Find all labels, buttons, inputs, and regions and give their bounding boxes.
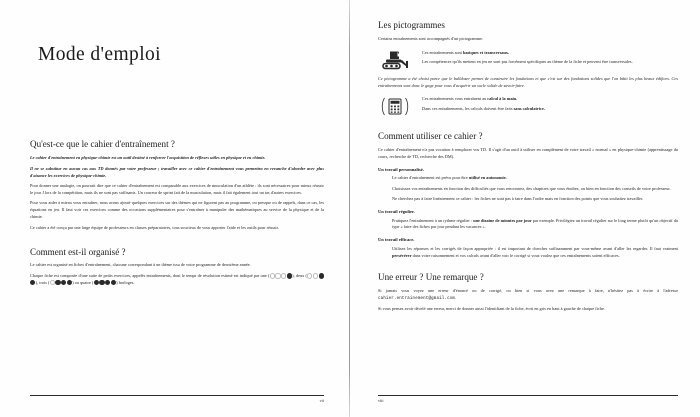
clock-paren: ( — [304, 272, 307, 278]
paragraph — [422, 106, 678, 113]
section-heading-pictograms: Les pictogrammes — [378, 20, 445, 30]
clock-label-two: deux — [295, 272, 305, 278]
contact-email[interactable]: cahier.entrainement@gmail.com — [378, 297, 456, 302]
paragraph — [422, 50, 678, 57]
clock-suffix: ) — [116, 279, 119, 285]
clock-icon — [55, 280, 60, 285]
picto-line-bold: basiques et transversaux. — [462, 49, 510, 55]
clock-icon — [30, 280, 35, 285]
pictogram-text — [422, 49, 678, 69]
paragraph-tail: par exemple. Privilégiez un travail régulier sur le long terme plutôt qu'un objectif du type « faire des fiches par jour pendant les vacances ». — [392, 217, 678, 230]
pictogram-item — [378, 95, 678, 117]
paragraph — [378, 288, 678, 303]
page-title: Mode d'emploi — [38, 44, 161, 65]
subsection-body — [392, 246, 678, 260]
paragraph: Ne cherchez pas à faire linéairement ce cahier : les fiches ne sont pas à faire dans l'ordre mais en fonction des points que vous souhaitez travailler. — [392, 196, 644, 202]
clock-icon — [61, 280, 66, 285]
clock-sentence-lead: Chaque fiche est composée d'une suite de petits exercices, appelés entraînements, dont le temps de résolution estimé est indiqué par une ( — [30, 272, 270, 278]
footer-rule — [378, 395, 678, 396]
paragraph — [392, 218, 678, 232]
paragraph: Le cahier d'entraînement en physique-chimie est un outil destiné à renforcer l'acquisition de réflexes utiles en physique et en chimie. — [30, 155, 266, 161]
clock-group-three — [46, 279, 72, 285]
picto-line-bold: sans calculatrice. — [513, 105, 545, 111]
paragraph-bold: une dizaine de minutes par jour — [473, 217, 532, 223]
section-how-organised — [30, 247, 324, 287]
section-pictograms — [378, 20, 678, 117]
clock-paren: ( — [46, 279, 50, 285]
section-heading-error-remark: Une erreur ? Une remarque ? — [378, 272, 484, 283]
subsection-title-efficient: Un travail efficace. — [378, 237, 415, 243]
clock-icon — [270, 273, 275, 278]
pictogram-note: Ce pictogramme a été choisi parce que le bulldozer permet de construire les fondations et que c'est sur des fondations solides que l'on bâtit les plus beaux édifices. Ces entraînements sont donc le gage pour vous d'acquérir un socle solide de savoir-faire. — [378, 75, 678, 88]
pictogram-item — [378, 49, 678, 71]
paragraph — [422, 96, 678, 103]
bulldozer-icon — [378, 49, 412, 71]
paragraph: Les compétences qu'ils mettent en jeu ne sont pas forcément spécifiques au thème de la fiche et peuvent être transversales. — [422, 59, 633, 65]
right-page — [350, 0, 700, 417]
section-heading-how-organised: Comment est-il organisé ? — [30, 246, 126, 257]
footer-rule — [30, 395, 324, 396]
clock-group-four — [90, 279, 116, 285]
page-number: vii — [319, 398, 324, 403]
clock-sep-two: ), — [292, 272, 296, 278]
clock-sep-three: ), — [35, 279, 40, 285]
right-page-footer — [350, 395, 700, 404]
section-what-is — [30, 139, 324, 231]
paragraph: Choisissez vos entraînements en fonction des difficultés que vous rencontrez, des chapitres que vous étudiez, ou bien en fonction des conseils de votre professeur. — [392, 185, 671, 191]
clock-group-one — [269, 273, 292, 278]
clock-icon — [313, 273, 318, 278]
subsection-title-regular: Un travail régulier. — [378, 209, 415, 215]
clock-paren: ( — [90, 279, 94, 285]
subsection-body — [392, 218, 678, 232]
calculator-icon — [378, 95, 412, 117]
contact-prefix: Si jamais vous voyez une erreur d'énoncé ou de corrigé, ou bien si vous avez une remarque à faire, n'hésitez pas à écrire à l'adresse — [378, 288, 678, 294]
picto-line-bold: calcul à la main. — [487, 96, 518, 102]
pictogram-text — [422, 95, 678, 115]
paragraph: Certains entraînements sont accompagnés d'un pictogramme. — [378, 35, 484, 41]
subsection-title-personalised: Un travail personnalisé. — [378, 167, 424, 173]
clock-icon — [50, 280, 55, 285]
page-number: viii — [378, 398, 384, 403]
clock-label-three: trois — [39, 279, 47, 285]
paragraph: Ce cahier d'entraînement n'a pas vocation à remplacer vos TD. Il s'agit d'un outil à utiliser en complément de votre travail « normal » en physique-chimie (apprentissage du cours, recherche de TD, recherche des DM). — [378, 147, 678, 160]
paragraph: Il ne se substitue en aucun cas aux TD donnés par votre professeur ; travailler avec ce cahier d'entraînement vous permettra en revanche d'aborder avec plus d'aisance les exercices de physique-chimie. — [30, 165, 324, 178]
clock-icon — [319, 273, 324, 278]
clock-icon — [307, 273, 312, 278]
clock-icon — [275, 273, 280, 278]
section-error-remark — [378, 272, 678, 313]
paragraph: Ce cahier a été conçu par une large équipe de professeurs en classes préparatoires, tous soucieux de vous apporter l'aide et les outils pour réussir. — [30, 224, 279, 230]
paragraph: Pour vous aider à mieux vous entraîner, nous avons ajouté quelques exercices sur des thèmes qui ne figurent pas au programme, ou presque ou de rappels, dans ce cas, les équations en jeu. Il faut voir ces exercices comme des occasions supplémentaires pour s'entraîner à manipuler des mathématiques au service de la physique et de la chimie. — [30, 200, 324, 220]
clock-label-four: quatre — [80, 279, 91, 285]
clock-suffix-label: horloges. — [118, 279, 135, 285]
paragraph-lead: Pratiquez l'entraînement à un rythme régulier : — [392, 217, 474, 223]
paragraph-lead: Le cahier d'entraînement est prévu pour être — [392, 175, 469, 181]
paragraph-bold: utilisé en autonomie. — [468, 175, 507, 181]
clock-icon — [105, 280, 110, 285]
clock-icon — [99, 280, 104, 285]
section-how-to-use — [378, 131, 678, 259]
paragraph — [392, 175, 678, 182]
section-heading-what-is: Qu'est-ce que le cahier d'entraînement ? — [30, 139, 175, 150]
left-page-footer — [0, 395, 350, 404]
picto-line-prefix: Ces entraînements vous entraînent au — [422, 96, 488, 102]
picto-line-prefix: Dans ces entraînements, les calculs doivent être faits — [422, 105, 514, 111]
paragraph: Pour donner une analogie, on pourrait dire que ce cahier d'entraînement est comparable aux exercices de musculation d'un athlète : ils sont nécessaires pour mieux réussir le jour J lors de la compétition, mais ils ne sont pas suffisants. Un coureur de sprint fait de la musculation, mais il fait également tout un tas d'autres exercices. — [30, 183, 324, 195]
picto-line-prefix: Ces entraînements sont — [422, 49, 463, 55]
paragraph: Le cahier est organisé en fiches d'entraînement, chacune correspondant à un thème issu de votre programme de deuxième année. — [30, 262, 251, 268]
paragraph — [392, 246, 678, 260]
clock-icon — [281, 273, 286, 278]
clock-icon — [94, 280, 99, 285]
paragraph-with-clocks — [30, 273, 324, 287]
paragraph-lead: Utilisez les réponses et les corrigés de façon appropriée : il est important de chercher suffisamment par vous-même avant d'aller les regarder. Il faut vraiment — [392, 245, 678, 251]
paragraph-bold: persévérer — [392, 252, 412, 258]
subsection-body — [392, 175, 678, 203]
paragraph: Si vous pensez avoir décelé une erreur, merci de donner aussi l'identifiant de la fiche, écrit en gris en haut à gauche de chaque fiche. — [378, 306, 605, 312]
paragraph-tail: dans votre raisonnement et vos calculs avant d'aller voir le corrigé si vous voulez que ces entraînements soient efficaces. — [411, 252, 620, 258]
section-heading-how-to-use: Comment utiliser ce cahier ? — [378, 131, 483, 142]
contact-suffix: . — [455, 295, 457, 301]
clock-sep-four: ) ou — [72, 279, 81, 285]
